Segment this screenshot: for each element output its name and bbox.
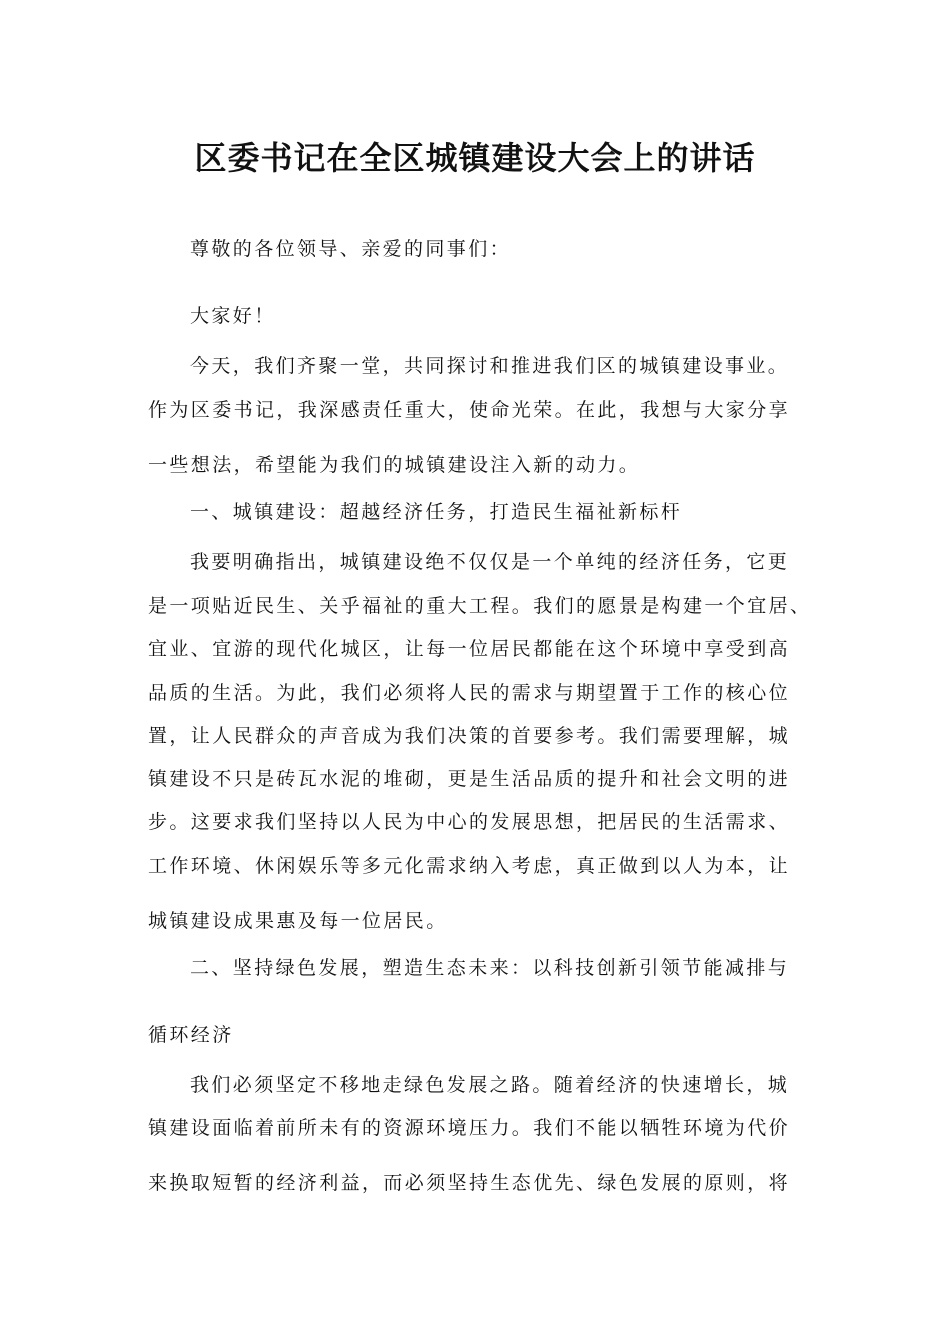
paragraph-line: 城镇建设成果惠及每一位居民。 <box>148 910 448 932</box>
paragraph-line: 我要明确指出，城镇建设绝不仅仅是一个单纯的经济任务，它更 <box>190 551 790 573</box>
section-heading-2-cont: 循环经济 <box>148 1024 234 1046</box>
paragraph-line: 步。这要求我们坚持以人民为中心的发展思想，把居民的生活需求、 <box>148 811 791 833</box>
salutation: 尊敬的各位领导、亲爱的同事们： <box>190 238 512 260</box>
paragraph-line: 我们必须坚定不移地走绿色发展之路。随着经济的快速增长，城 <box>190 1074 790 1096</box>
document-title: 区委书记在全区城镇建设大会上的讲话 <box>194 139 756 177</box>
greeting: 大家好！ <box>190 305 276 327</box>
paragraph-line: 是一项贴近民生、关乎福祉的重大工程。我们的愿景是构建一个宜居、 <box>148 595 812 617</box>
paragraph-line: 镇建设不只是砖瓦水泥的堆砌，更是生活品质的提升和社会文明的进 <box>148 768 791 790</box>
paragraph-line: 镇建设面临着前所未有的资源环境压力。我们不能以牺牲环境为代价 <box>148 1117 791 1139</box>
paragraph-line: 来换取短暂的经济利益，而必须坚持生态优先、绿色发展的原则，将 <box>148 1172 791 1194</box>
section-heading-1: 一、城镇建设：超越经济任务，打造民生福祉新标杆 <box>190 501 683 523</box>
paragraph-line: 一些想法，希望能为我们的城镇建设注入新的动力。 <box>148 454 641 476</box>
paragraph-line: 今天，我们齐聚一堂，共同探讨和推进我们区的城镇建设事业。 <box>190 355 790 377</box>
paragraph-line: 品质的生活。为此，我们必须将人民的需求与期望置于工作的核心位 <box>148 682 791 704</box>
paragraph-line: 作为区委书记，我深感责任重大，使命光荣。在此，我想与大家分享 <box>148 399 791 421</box>
paragraph-line: 置，让人民群众的声音成为我们决策的首要参考。我们需要理解，城 <box>148 725 791 747</box>
paragraph-line: 工作环境、休闲娱乐等多元化需求纳入考虑，真正做到以人为本，让 <box>148 855 791 877</box>
section-heading-2: 二、坚持绿色发展，塑造生态未来：以科技创新引领节能减排与 <box>190 957 790 979</box>
paragraph-line: 宜业、宜游的现代化城区，让每一位居民都能在这个环境中享受到高 <box>148 638 791 660</box>
